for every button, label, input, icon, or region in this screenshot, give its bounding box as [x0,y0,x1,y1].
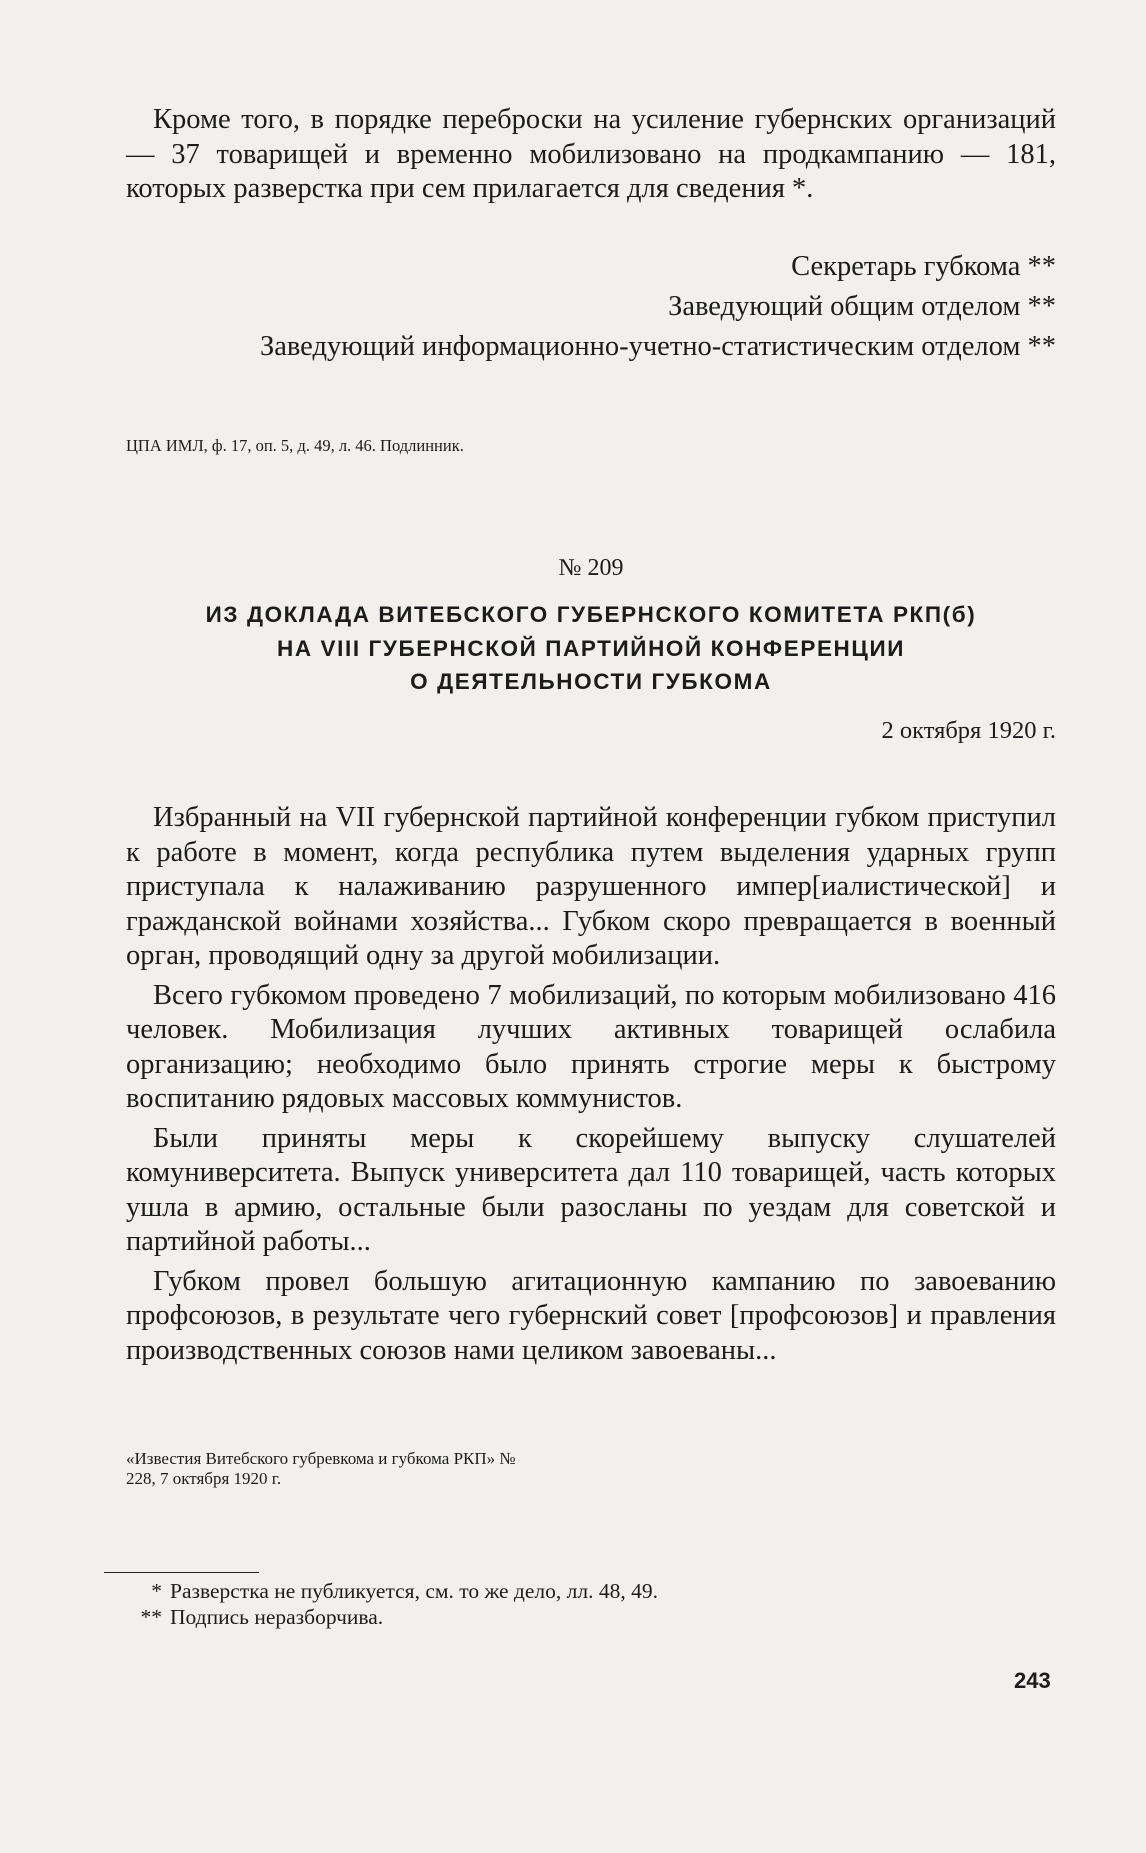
body-paragraph-1: Избранный на VII губернской партийной конференции губком приступил к работе в момент, когда республика путем выделения ударных групп приступала к налаживанию разрушенного импер[иалистической] и гражданской войнами хозяйства... Губком скоро превращается в военный орган, проводящий одну за другой мобилизации. [126,802,1056,971]
signature-secretary: Секретарь губкома ** [791,251,1056,282]
signature-block [126,250,1056,364]
footnote-mark: ** [140,1605,162,1629]
footnote-text: Подпись неразборчива. [170,1605,384,1629]
archive-section [126,436,1056,456]
footnote-divider [104,1572,259,1573]
document-header [126,553,1056,583]
signature-general-department: Заведующий общим отделом ** [668,291,1056,322]
page-number: 243 [1014,1668,1051,1693]
document-title-line-3: О ДЕЯТЕЛЬНОСТИ ГУБКОМА [410,669,772,694]
body-paragraph-2: Всего губкомом проведено 7 мобилизаций, по которым мобилизовано 416 человек. Мобилизация лучших активных товарищей ослабила организацию; необходимо было принять строгие меры к быстрому воспитанию рядовых массовых коммунистов. [126,979,1056,1114]
document-date: 2 октября 1920 г. [881,717,1056,744]
footnote-mark: * [151,1579,162,1603]
footnotes [116,1578,1046,1630]
source-citation: «Известия Витебского губревкома и губкома РКП» № 228, 7 октября 1920 г. [126,1449,516,1488]
intro-section [126,103,1056,207]
footnote-text: Разверстка не публикуется, см. то же дело, лл. 48, 49. [170,1579,658,1603]
footnote-2 [116,1604,1046,1630]
footnote-1 [116,1578,1046,1604]
body-paragraph-3: Были приняты меры к скорейшему выпуску слушателей комуниверситета. Выпуск университета дал 110 товарищей, часть которых ушла в армию, остальные были разосланы по уездам для советской и партийной работы... [126,1122,1056,1257]
document-title-line-2: НА VIII ГУБЕРНСКОЙ ПАРТИЙНОЙ КОНФЕРЕНЦИИ [277,635,905,661]
document-body [126,801,1056,1368]
archive-reference: ЦПА ИМЛ, ф. 17, оп. 5, д. 49, л. 46. Подлинник. [126,436,464,455]
document-date-block [126,716,1056,746]
body-paragraph-4: Губком провел большую агитационную кампанию по завоеванию профсоюзов, в результате чего губернский совет [профсоюзов] и правления производственных союзов нами целиком завоеваны... [126,1265,1056,1366]
document-title [126,598,1056,699]
source-section [126,1449,1056,1489]
document-title-line-1: ИЗ ДОКЛАДА ВИТЕБСКОГО ГУБЕРНСКОГО КОМИТЕТА РКП(б) [205,602,977,627]
document-number: № 209 [558,555,624,581]
signature-statistics-department: Заведующий информационно-учетно-статистическим отделом ** [259,331,1056,362]
intro-paragraph: Кроме того, в порядке переброски на усиление губернских организаций — 37 товарищей и временно мобилизовано на продкампанию — 181, которых разверстка при сем прилагается для сведения *. [126,104,1056,204]
